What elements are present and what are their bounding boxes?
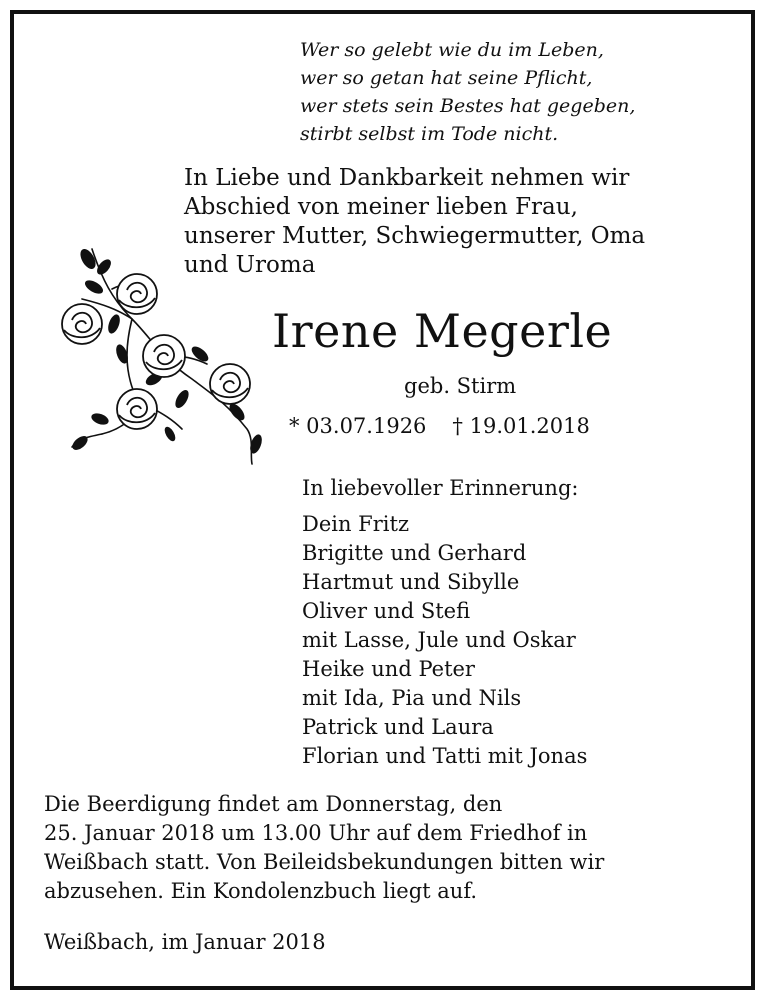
- mourners-list: [302, 510, 587, 771]
- intro-line: In Liebe und Dankbarkeit nehmen wir: [184, 165, 630, 191]
- maiden-name: geb. Stirm: [404, 374, 517, 398]
- place-date: Weißbach, im Januar 2018: [44, 930, 326, 954]
- mourner: Oliver und Stefi: [302, 599, 471, 623]
- roses-illustration: [42, 229, 272, 469]
- funeral-line: 25. Januar 2018 um 13.00 Uhr auf dem Friedhof in: [44, 821, 588, 845]
- funeral-line: Die Beerdigung findet am Donnerstag, den: [44, 792, 503, 816]
- mourner: Dein Fritz: [302, 512, 410, 536]
- intro-line: unserer Mutter, Schwiegermutter, Oma: [184, 223, 646, 249]
- life-dates: [289, 414, 616, 438]
- death-date: † 19.01.2018: [452, 414, 590, 438]
- funeral-line: Weißbach statt. Von Beileidsbekundungen bitten wir: [44, 850, 605, 874]
- funeral-info: [44, 790, 604, 906]
- mourner: Brigitte und Gerhard: [302, 541, 527, 565]
- intro-line: und Uroma: [184, 252, 316, 278]
- intro-line: Abschied von meiner lieben Frau,: [184, 194, 578, 220]
- deceased-name: Irene Megerle: [272, 304, 613, 358]
- mourner: mit Lasse, Jule und Oskar: [302, 628, 576, 652]
- poem: [300, 36, 635, 148]
- obituary-notice: [10, 10, 755, 990]
- birth-date: * 03.07.1926: [289, 414, 427, 438]
- mourner: Florian und Tatti mit Jonas: [302, 744, 588, 768]
- mourner: mit Ida, Pia und Nils: [302, 686, 522, 710]
- poem-line: wer so getan hat seine Pflicht,: [300, 67, 593, 89]
- poem-line: Wer so gelebt wie du im Leben,: [300, 39, 604, 61]
- mourner: Heike und Peter: [302, 657, 475, 681]
- mourner: Patrick und Laura: [302, 715, 494, 739]
- mourner: Hartmut und Sibylle: [302, 570, 520, 594]
- funeral-line: abzusehen. Ein Kondolenzbuch liegt auf.: [44, 879, 478, 903]
- memory-heading: In liebevoller Erinnerung:: [302, 476, 579, 500]
- poem-line: wer stets sein Bestes hat gegeben,: [300, 95, 636, 117]
- poem-line: stirbt selbst im Tode nicht.: [300, 123, 559, 145]
